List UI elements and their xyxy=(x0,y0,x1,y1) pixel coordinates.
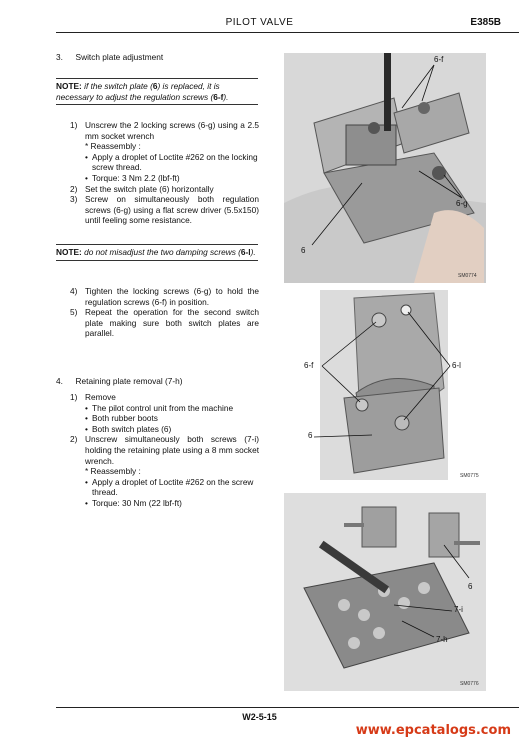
note-2-prefix: NOTE: xyxy=(56,247,82,257)
step-3 xyxy=(70,194,259,226)
page-number: W2-5-15 xyxy=(242,712,277,722)
section-3-title: Switch plate adjustment xyxy=(75,52,164,62)
remove-bullet: • The pilot control unit from the machine xyxy=(85,402,234,413)
reassembly-1-label: * Reassembly : xyxy=(85,141,141,152)
step-4-number: 4) xyxy=(70,286,78,296)
reassembly-1-bullet-text: Torque: 3 Nm 2.2 (lbf-ft) xyxy=(92,172,180,183)
note-1-text-a: if the switch plate ( xyxy=(81,81,153,91)
step-5-number: 5) xyxy=(70,307,78,318)
steps-retaining-plate xyxy=(70,392,259,509)
step-2-number: 2) xyxy=(70,183,78,194)
reassembly-2-bullet: • Apply a droplet of Loctite #262 on the screw thread. xyxy=(85,476,254,498)
note-1-text-c: ). xyxy=(223,91,229,102)
note-1-ref-b: 6-f xyxy=(213,91,224,102)
step-2-text: Set the switch plate (6) horizontally xyxy=(85,183,214,194)
figure-1-label: 6-g xyxy=(456,199,468,208)
step-1 xyxy=(70,120,259,141)
figure-1-label: 6-f xyxy=(434,55,444,64)
step-3-number: 3) xyxy=(70,194,78,205)
step-remove-text: Remove xyxy=(85,392,116,402)
note-damping-screws xyxy=(56,244,258,261)
reassembly-2-bullet-text: Apply a droplet of Loctite #262 on the screw thread. xyxy=(92,476,254,498)
step-4 xyxy=(70,286,259,307)
note-2-text-a: do not misadjust the two damping screws ( xyxy=(81,247,241,257)
remove-bullet: • Both switch plates (6) xyxy=(85,423,172,434)
reassembly-1-bullet-text: Apply a droplet of Loctite #262 on the locking screw thread. xyxy=(92,151,258,173)
figure-2-label: 6-f xyxy=(304,361,314,370)
figure-2-caption: SM0775 xyxy=(460,473,479,479)
header-rule xyxy=(56,32,519,33)
figure-retaining-plate-photo xyxy=(284,493,486,691)
step-unscrew-number: 2) xyxy=(70,434,78,445)
page-header-model: E385B xyxy=(470,17,501,28)
watermark: www.epcatalogs.com xyxy=(355,723,511,738)
section-3-number: 3. xyxy=(56,52,63,62)
step-1-number: 1) xyxy=(70,120,78,130)
figure-3-label: 7-h xyxy=(436,635,448,644)
figure-3-caption: SM0776 xyxy=(460,681,479,687)
note-1-prefix: NOTE: xyxy=(56,81,82,91)
note-2-ref-a: 6-l xyxy=(240,247,251,257)
figure-1-illustration xyxy=(284,53,486,283)
reassembly-2-label: * Reassembly : xyxy=(85,466,141,477)
remove-bullet-text: Both rubber boots xyxy=(92,413,158,424)
steps-locking xyxy=(70,286,259,339)
step-unscrew xyxy=(70,434,259,466)
remove-bullet: • Both rubber boots xyxy=(85,413,158,424)
step-unscrew-text: Unscrew simultaneously both screws (7-i) holding the retaining plate using a 8 mm socket wrench. xyxy=(85,434,259,466)
section-4-number: 4. xyxy=(56,376,63,386)
remove-bullet-text: Both switch plates (6) xyxy=(92,423,172,434)
step-5 xyxy=(70,307,259,339)
step-remove-number: 1) xyxy=(70,392,78,402)
page-header-title: PILOT VALVE xyxy=(225,17,294,28)
reassembly-1-bullet: • Apply a droplet of Loctite #262 on the locking screw thread. xyxy=(85,151,258,173)
steps-switch-plate xyxy=(70,120,259,226)
reassembly-1-bullet: • Torque: 3 Nm 2.2 (lbf-ft) xyxy=(85,172,180,183)
figure-3-label: 7-i xyxy=(454,605,463,614)
section-4-title: Retaining plate removal (7-h) xyxy=(75,376,183,386)
step-remove xyxy=(70,392,259,403)
figure-2-label: 6 xyxy=(308,431,313,440)
figure-1-caption: SM0774 xyxy=(458,273,477,279)
section-3-heading xyxy=(56,52,163,63)
figure-switch-plate-screws-photo xyxy=(284,288,486,483)
figure-3-label: 6 xyxy=(468,582,473,591)
footer-rule xyxy=(56,707,519,708)
note-2-text-b: ). xyxy=(250,247,256,257)
figure-1-label: 6 xyxy=(301,246,306,255)
note-1-text-b: ) is replaced, it is necessary to adjust the regulation screws ( xyxy=(56,81,220,102)
step-3-text: Screw on simultaneously both regulation screws (6-g) using a flat screw driver (5.5x150) until feeling some resistance. xyxy=(85,194,259,226)
figure-3-illustration xyxy=(284,493,486,691)
step-4-text: Tighten the locking screws (6-g) to hold the regulation screws (6-f) in position. xyxy=(85,286,259,307)
reassembly-2-bullet: • Torque: 30 Nm (22 lbf-ft) xyxy=(85,497,182,508)
note-switch-plate xyxy=(56,78,258,105)
note-1-ref-a: 6 xyxy=(152,81,158,91)
remove-bullet-text: The pilot control unit from the machine xyxy=(92,402,234,413)
reassembly-2-bullet-text: Torque: 30 Nm (22 lbf-ft) xyxy=(92,497,182,508)
figure-2-illustration xyxy=(284,288,486,483)
section-4-heading xyxy=(56,376,183,387)
step-1-text: Unscrew the 2 locking screws (6-g) using a 2.5 mm socket wrench xyxy=(85,120,259,141)
figure-2-label: 6-l xyxy=(452,361,461,370)
figure-switch-plate-photo xyxy=(284,53,486,283)
step-2 xyxy=(70,184,259,195)
step-5-text: Repeat the operation for the second switch plate making sure both switch plates are parallel. xyxy=(85,307,259,339)
